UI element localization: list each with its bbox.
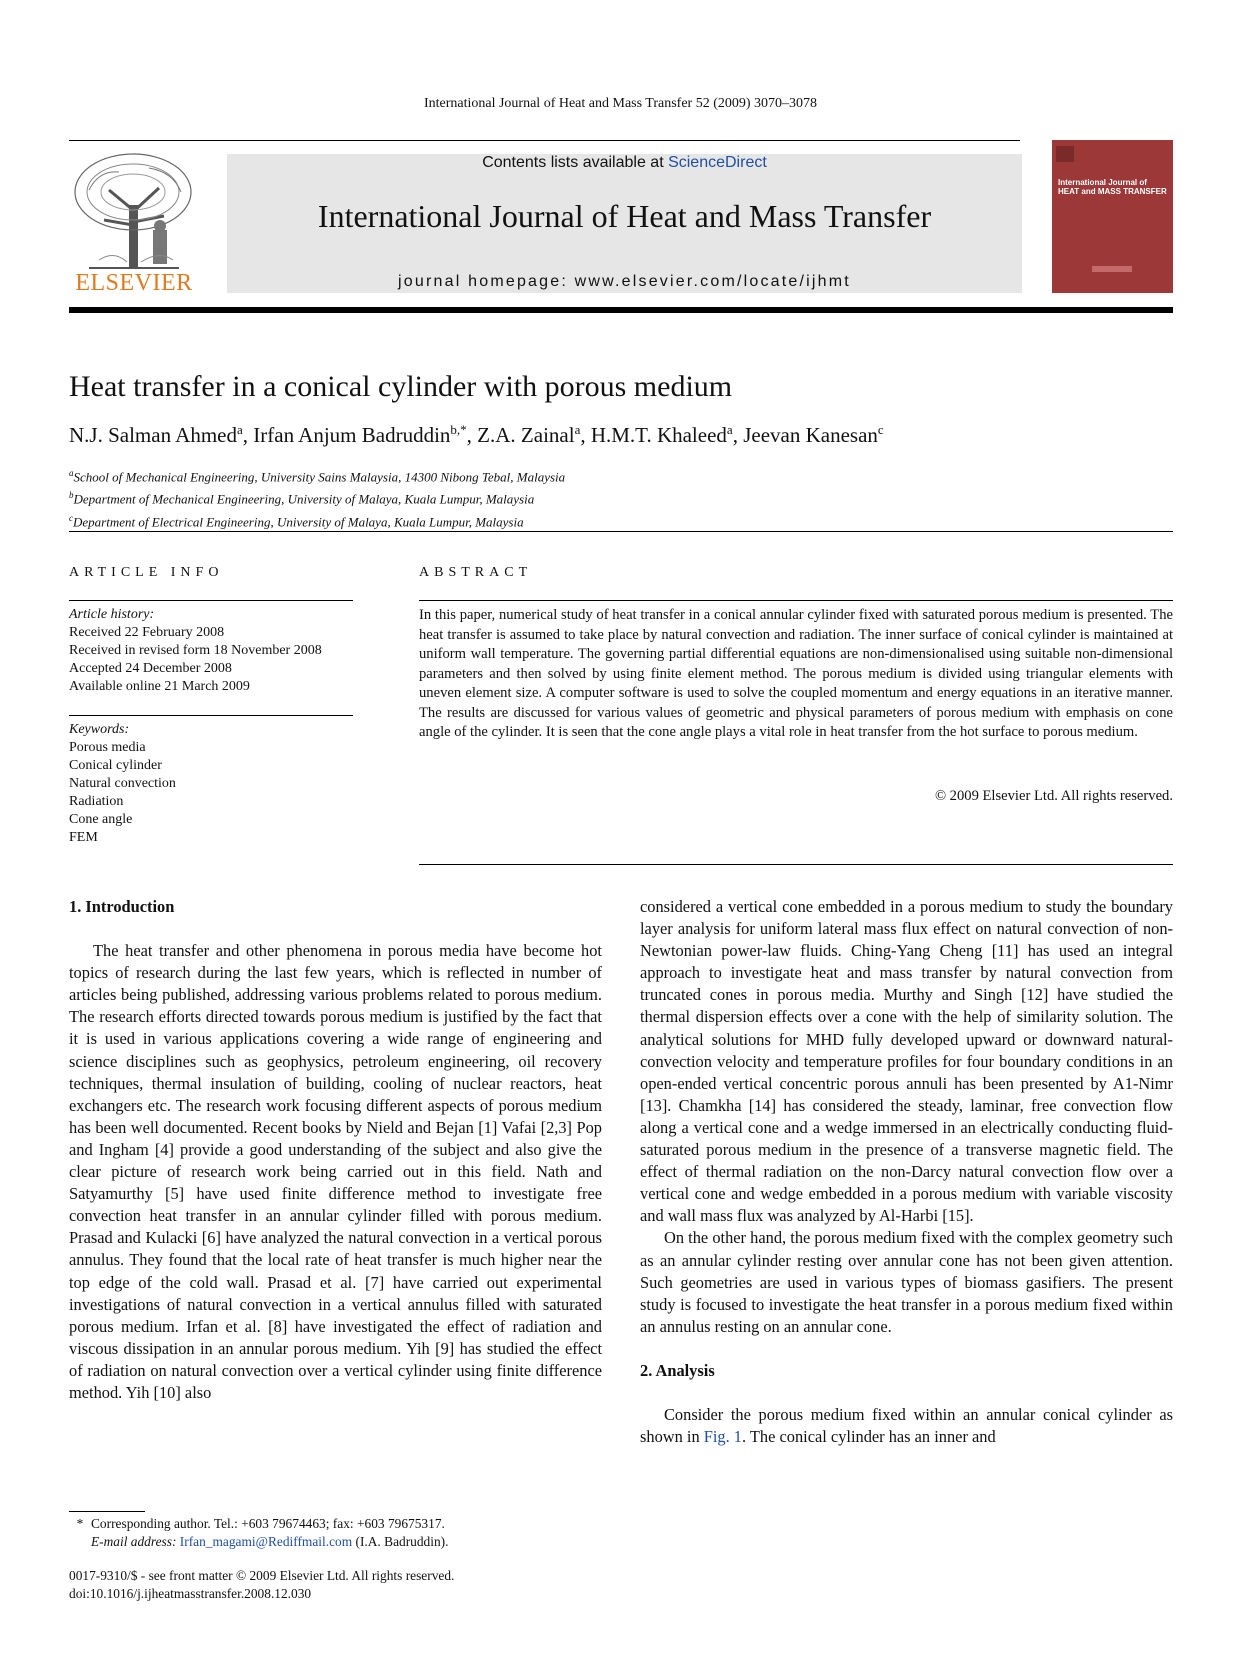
article-history — [69, 606, 322, 696]
author-affiliation-mark: c — [877, 422, 884, 437]
keywords-label: Keywords: — [69, 722, 130, 737]
analysis-text: Consider the porous medium fixed within an annular conical cylinder as shown in — [640, 1404, 1173, 1447]
email-label: E-mail address: — [91, 1534, 177, 1549]
section-heading-introduction: 1. Introduction — [69, 897, 175, 916]
corresponding-author-footnote — [69, 1515, 448, 1551]
author-list: N.J. Salman Ahmed$^a$, Irfan Anjum Badruddin$^{b,*}$, Z.A. Zainal$^a$, H.M.T. Khaleed$^a$, Jeevan Kanesan$^c$ — [69, 422, 884, 447]
abstract-bottom-rule — [419, 864, 1173, 865]
keyword-item: FEM — [69, 830, 98, 845]
analysis-text: . The conical cylinder has an inner and — [742, 1427, 996, 1447]
author-affiliation-mark[interactable]: b,* — [450, 422, 467, 437]
history-item: Available online 21 March 2009 — [69, 679, 250, 694]
article-info-rule — [69, 600, 353, 601]
affiliation-text: School of Mechanical Engineering, University Sains Malaysia, 14300 Nibong Tebal, Malaysia — [73, 469, 566, 485]
introduction-paragraph-continued: considered a vertical cone embedded in a porous medium to study the boundary layer analysis for uniform lateral mass flux effect on natural convection of non-Newtonian power-law fluids. Ching-Yang Cheng [11] has used an integral approach to investigate heat and mass transfer by natural convection from truncated cones in porous media. Murthy and Singh [12] have studied the thermal dispersion effects over a cone with the help of similarity solution. The analytical solutions for MHD fully developed upward or downward natural-convection velocity and temperature profiles for four boundary conditions in an open-ended vertical concentric porous annuli has been presented by A1-Nimr [13]. Chamkha [14] has considered the steady, laminar, free convection flow along a vertical cone and a wedge immersed in an electrically conducting fluid-saturated porous medium in the presence of a transverse magnetic field. The effect of thermal radiation on the non-Darcy natural convection flow over a vertical cone and wedge embedded in a porous medium with variable viscosity and wall mass flux was analyzed by Al-Harbi [15]. — [640, 897, 1173, 1226]
keyword-item: Porous media — [69, 740, 146, 755]
keyword-item: Conical cylinder — [69, 758, 162, 773]
section-heading-analysis: 2. Analysis — [640, 1360, 715, 1380]
affiliation-rule — [69, 531, 1173, 532]
affiliation-item — [69, 486, 565, 508]
history-label: Article history: — [69, 607, 155, 622]
introduction-paragraph: On the other hand, the porous medium fixed with the complex geometry such as an annular cylinder resting over annular cone has not been given attention. Such geometries are used in various types of biomass gasifiers. The present study is focused to investigate the heat transfer in a porous medium fixed within an annulus resting on an annular cone. — [640, 1228, 1173, 1336]
history-item: Accepted 24 December 2008 — [69, 661, 232, 676]
author-affiliation-mark: a — [237, 422, 243, 437]
affiliation-item — [69, 464, 565, 486]
affiliation-mark: a — [69, 468, 74, 478]
doi-link[interactable]: doi:10.1016/j.ijheatmasstransfer.2008.12.030 — [69, 1586, 312, 1601]
cover-footer-mark — [1092, 266, 1132, 272]
author-affiliation-mark: a — [574, 422, 581, 437]
keyword-item: Cone angle — [69, 812, 133, 827]
affiliation-list — [69, 464, 565, 531]
cover-publisher-mark — [1056, 146, 1074, 162]
body-column-right — [640, 896, 1173, 1448]
author-affiliation-mark: a — [726, 422, 733, 437]
affiliation-mark: b — [69, 490, 74, 501]
keyword-item: Natural convection — [69, 776, 176, 791]
affiliation-text: Department of Electrical Engineering, University of Malaya, Kuala Lumpur, Malaysia — [73, 513, 524, 529]
affiliation-text: Department of Mechanical Engineering, University of Malaya, Kuala Lumpur, Malaysia — [73, 491, 535, 507]
header-top-rule — [69, 140, 1020, 141]
contents-line — [227, 154, 1022, 172]
footnote-email-line — [69, 1533, 448, 1551]
abstract-heading: ABSTRACT — [419, 565, 533, 580]
affiliation-item — [69, 509, 565, 531]
issn-line: 0017-9310/$ - see front matter © 2009 Elsevier Ltd. All rights reserved. — [69, 1568, 455, 1583]
front-matter — [69, 1567, 454, 1603]
footnote-text: Corresponding author. Tel.: +603 79674463; fax: +603 79675317. — [91, 1516, 445, 1531]
article-info-heading: ARTICLE INFO — [69, 565, 224, 580]
journal-title: International Journal of Heat and Mass Transfer — [317, 198, 932, 234]
author-name: Irfan Anjum Badruddin — [253, 423, 451, 447]
article-title: Heat transfer in a conical cylinder with porous medium — [69, 370, 733, 403]
journal-cover-thumbnail — [1052, 140, 1173, 293]
affiliation-mark: c — [69, 512, 73, 523]
elsevier-logo — [69, 150, 199, 298]
email-suffix: (I.A. Badruddin). — [355, 1534, 449, 1549]
journal-citation: International Journal of Heat and Mass Transfer 52 (2009) 3070–3078 — [423, 96, 818, 111]
keywords-rule — [69, 715, 353, 716]
abstract-copyright: © 2009 Elsevier Ltd. All rights reserved. — [934, 788, 1173, 804]
footnote-rule — [69, 1511, 145, 1512]
figure-1-link[interactable]: Fig. 1 — [703, 1427, 743, 1447]
author-name: Z.A. Zainal — [477, 423, 575, 447]
history-item: Received 22 February 2008 — [69, 625, 225, 640]
journal-homepage-link[interactable]: journal homepage: www.elsevier.com/locate/ijhmt — [398, 273, 851, 290]
abstract-text: In this paper, numerical study of heat transfer in a conical annular cylinder fixed with saturated porous medium is presented. The heat transfer is assumed to take place by natural convection and radiation. The inner surface of conical cylinder is maintained at uniform wall temperature. The governing partial differential equations are non-dimensionalised using suitable non-dimensional parameters and then solved by using finite element method. The porous medium is divided using triangular elements with uneven element size. A computer software is used to solve the coupled momentum and energy equations in an iterative manner. The results are discussed for various values of geometric and physical parameters of porous medium with emphasis on cone angle of the cylinder. It is seen that the cone angle plays a vital role in heat transfer from the hot surface to porous medium. — [419, 607, 1173, 740]
abstract-rule — [419, 600, 1173, 601]
journal-banner — [227, 154, 1022, 293]
footnote-marker: * — [76, 1516, 84, 1531]
analysis-paragraph — [640, 1404, 1173, 1448]
author-name: N.J. Salman Ahmed — [69, 423, 237, 447]
cover-title: International Journal of HEAT and MASS TRANSFER — [1058, 178, 1167, 196]
sciencedirect-link[interactable]: ScienceDirect — [668, 154, 767, 171]
contents-prefix: Contents lists available at — [482, 154, 669, 171]
keywords-list — [69, 721, 176, 847]
footnote-line — [69, 1515, 448, 1533]
author-name: Jeevan Kanesan — [743, 423, 878, 447]
keyword-item: Radiation — [69, 794, 124, 809]
author-name: H.M.T. Khaleed — [590, 423, 727, 447]
header-thick-rule — [69, 307, 1173, 313]
history-item: Received in revised form 18 November 2008 — [69, 643, 322, 658]
introduction-paragraph: The heat transfer and other phenomena in porous media have become hot topics of research during the last few years, which is reflected in number of articles being published, addressing various problems related to porous medium. The research efforts directed towards porous medium is justified by the fact that it is used in various applications covering a wide range of engineering and science disciplines such as geophysics, petroleum engineering, oil recovery techniques, thermal insulation of building, cooling of nuclear reactors, heat exchangers etc. The research work focusing different aspects of porous medium has been well documented. Recent books by Nield and Bejan [1] Vafai [2,3] Pop and Ingham [4] provide a good understanding of the subject and also give the clear picture of research work being carried out in this field. Nath and Satyamurthy [5] have used finite difference method to investigate free convection heat transfer in an annular cylinder filled with porous medium. Prasad and Kulacki [6] have analyzed the natural convection in a vertical porous annulus. They found that the local rate of heat transfer is much higher near the top edge of the cold wall. Prasad et al. [7] have carried out experimental investigations of natural convection in a vertical annulus filled with saturated porous medium. Irfan et al. [8] have investigated the effect of radiation and viscous dissipation in an annular porous medium. Yih [9] has studied the effect of radiation on natural convection over a vertical cylinder using finite difference method. Yih [10] also — [69, 941, 602, 1402]
body-column-left — [69, 896, 602, 1404]
author-email-link[interactable]: Irfan_magami@Rediffmail.com — [179, 1534, 353, 1549]
elsevier-wordmark: ELSEVIER — [75, 270, 193, 296]
